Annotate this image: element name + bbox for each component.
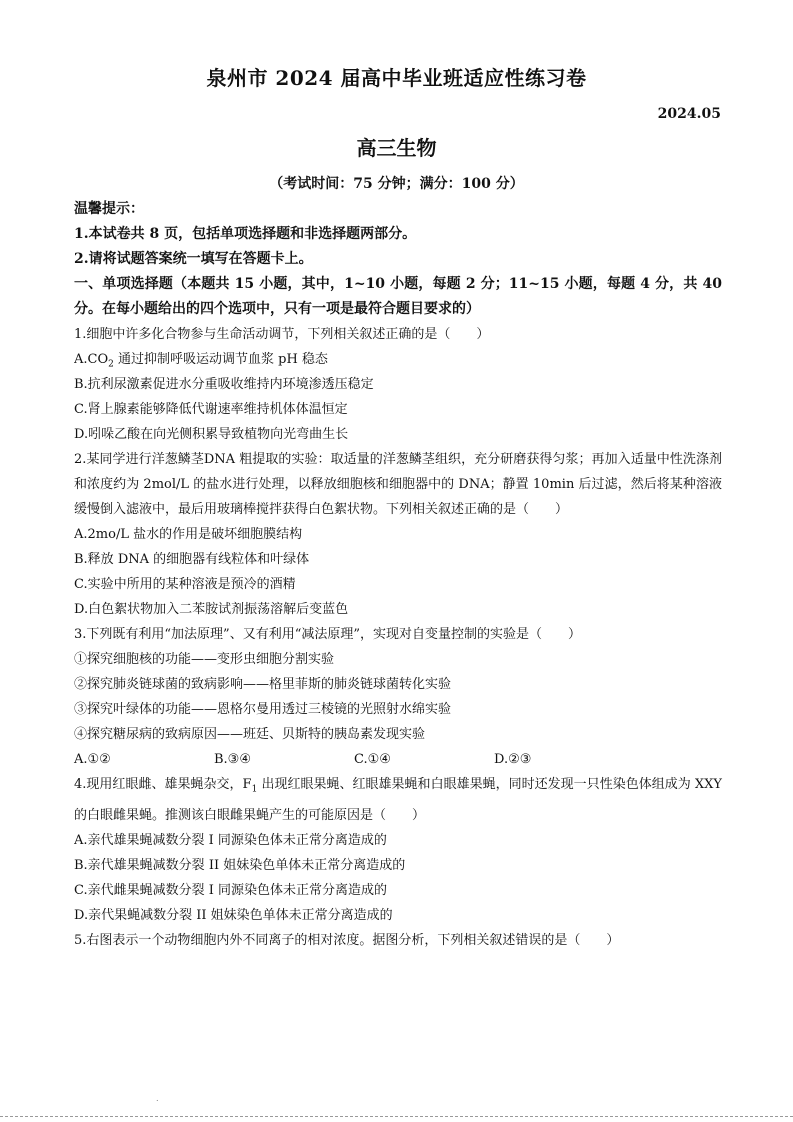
- footer-mark: .: [156, 1094, 159, 1103]
- exam-body: [74, 197, 722, 953]
- q2-option-c: C.实验中所用的某种溶液是预冷的酒精: [74, 577, 296, 592]
- q2-stem: 2.某同学进行洋葱鳞茎DNA 粗提取的实验：取适量的洋葱鳞茎组织，充分研磨获得匀浆；再加入适量中性洗涤剂和浓度约为 2mol/L 的盐水进行处理，以释放细胞核和细胞器中的 DNA；静置 10min 后过滤，然后将某种溶液缓慢倒入滤液中，最后用玻璃棒搅拌获得白色絮状物。下列相关叙述正确的是（ ）: [74, 452, 722, 517]
- q3-item-2: ②探究肺炎链球菌的致病影响——格里菲斯的肺炎链球菌转化实验: [74, 677, 452, 692]
- q1-a-rest: 通过抑制呼吸运动调节血浆 pH 稳态: [113, 352, 328, 367]
- q5-stem: 5.右图表示一个动物细胞内外不同离子的相对浓度。据图分析，下列相关叙述错误的是（ ）: [74, 932, 620, 948]
- q3-item-4: ④探究糖尿病的致病原因——班廷、贝斯特的胰岛素发现实验: [74, 727, 426, 742]
- q3-item-1: ①探究细胞核的功能——变形虫细胞分割实验: [74, 652, 335, 667]
- q1-option-a: [74, 347, 722, 372]
- q4-option-a: A.亲代雄果蝇减数分裂 I 同源染色体未正常分离造成的: [74, 832, 387, 848]
- q3-item-3: ③探究叶绿体的功能——恩格尔曼用透过三棱镜的光照射水绵实验: [74, 702, 452, 717]
- q3-option-d: D.②③: [494, 752, 532, 767]
- q1-option-d: D.吲哚乙酸在向光侧积累导致植物向光弯曲生长: [74, 427, 349, 442]
- notice-item-1: 1.本试卷共 8 页，包括单项选择题和非选择题两部分。: [74, 226, 417, 242]
- q4-option-d: D.亲代果蝇减数分裂 II 姐妹染色单体未正常分离造成的: [74, 907, 393, 923]
- q1-option-c: C.肾上腺素能够降低代谢速率维持机体体温恒定: [74, 402, 348, 417]
- q4-stem-sub: 1: [251, 784, 258, 795]
- q4-option-b: B.亲代雄果蝇减数分裂 II 姐妹染色单体未正常分离造成的: [74, 857, 406, 873]
- notice-heading: 温馨提示：: [74, 201, 144, 217]
- section-1-heading: 一、单项选择题（本题共 15 小题，其中，1~10 小题，每题 2 分；11~15 小题，每题 4 分，共 40 分。在每小题给出的四个选项中，只有一项是最符合题目要求的）: [74, 276, 722, 317]
- q2-option-d: D.白色絮状物加入二苯胺试剂振荡溶解后变蓝色: [74, 602, 349, 617]
- footer-divider: [0, 1116, 793, 1117]
- q3-options: [74, 747, 722, 772]
- q1-stem: 1.细胞中许多化合物参与生命活动调节，下列相关叙述正确的是（ ）: [74, 327, 490, 342]
- q1-a-sub: 2: [108, 359, 114, 370]
- q2-option-b: B.释放 DNA 的细胞器有线粒体和叶绿体: [74, 552, 310, 567]
- subject-title: 高三生物: [356, 136, 437, 160]
- notice-item-2: 2.请将试题答案统一填写在答题卡上。: [74, 251, 313, 267]
- q1-option-b: B.抗利尿激素促进水分重吸收维持内环境渗透压稳定: [74, 377, 374, 392]
- q3-option-a: A.①②: [74, 752, 111, 767]
- exam-title: 泉州市 2024 届高中毕业班适应性练习卷: [206, 66, 587, 90]
- q4-stem: [74, 772, 722, 828]
- exam-info: （考试时间：75 分钟；满分：100 分）: [269, 176, 524, 192]
- q3-stem: 3.下列既有利用“加法原理”、又有利用“减法原理”，实现对自变量控制的实验是（ ）: [74, 627, 581, 642]
- q4-stem-2: 出现红眼果蝇、红眼雄果蝇和白眼雄果蝇，同时还发现一只性染色体组成为 XXY 的白眼雌果蝇。推测该白眼雌果蝇产生的可能原因是（ ）: [74, 777, 722, 823]
- q2-option-a: A.2mo/L 盐水的作用是破坏细胞膜结构: [74, 527, 303, 542]
- q4-stem-1: 4.现用红眼雌、雄果蝇杂交，F: [74, 777, 252, 792]
- q3-option-c: C.①④: [354, 752, 391, 767]
- q1-a-prefix: A.CO: [74, 352, 109, 367]
- q4-option-c: C.亲代雌果蝇减数分裂 I 同源染色体未正常分离造成的: [74, 882, 388, 898]
- q3-option-b: B.③④: [214, 752, 251, 767]
- exam-date: 2024.05: [657, 106, 721, 122]
